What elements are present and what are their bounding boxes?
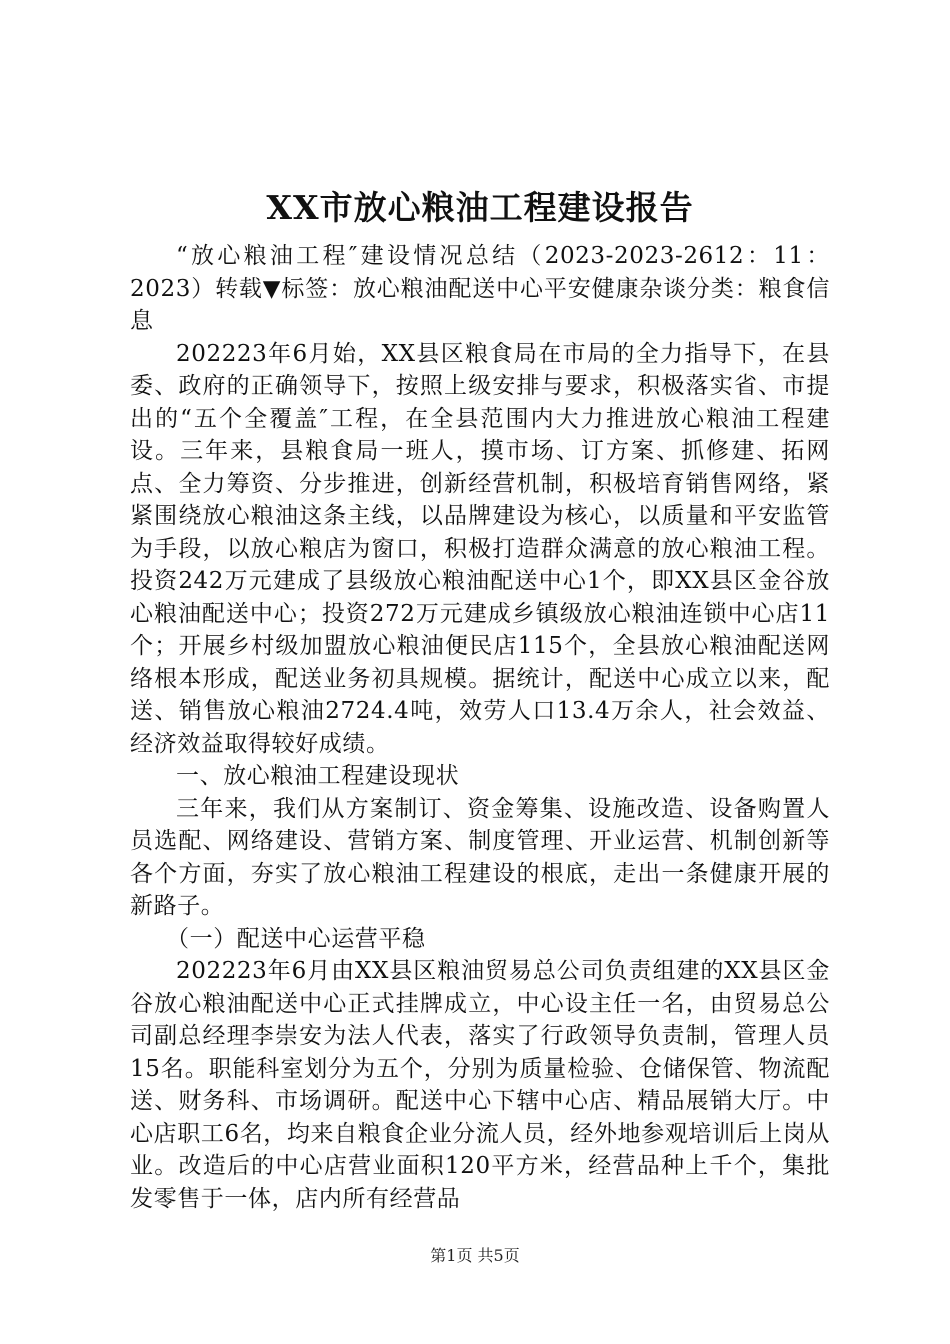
subsection-heading-1: （一）配送中心运营平稳 (166, 925, 426, 952)
document-page (130, 180, 830, 1215)
intro-paragraph: “放心粮油工程″建设情况总结（2023-2023-2612：11：2023）转载▼标签：放心粮油配送中心平安健康杂谈分类：粮食信息 (130, 243, 830, 334)
section-heading-1: 一、放心粮油工程建设现状 (176, 763, 460, 789)
page-footer: 第1页 共5页 (430, 1246, 520, 1265)
body-paragraph-2: 三年来，我们从方案制订、资金筹集、设施改造、设备购置人员选配、网络建设、营销方案、制度管理、开业运营、机制创新等各个方面，夯实了放心粮油工程建设的根底，走出一条健康开展的新路子。 (130, 795, 830, 919)
body-paragraph-1: 202223年6月始，XX县区粮食局在市局的全力指导下，在县委、政府的正确领导下，按照上级安排与要求，积极落实省、市提出的“五个全覆盖″工程，在全县范围内大力推进放心粮油工程建设。三年来，县粮食局一班人，摸市场、订方案、抓修建、拓网点、全力筹资、分步推进，创新经营机制，积极培育销售网络，紧紧围绕放心粮油这条主线，以品牌建设为核心，以质量和平安监管为手段，以放心粮店为窗口，积极打造群众满意的放心粮油工程。投资242万元建成了县级放心粮油配送中心1个，即XX县区金谷放心粮油配送中心；投资272万元建成乡镇级放心粮油连锁中心店11个；开展乡村级加盟放心粮油便民店115个，全县放心粮油配送网络根本形成，配送业务初具规模。据统计，配送中心成立以来，配送、销售放心粮油2724.4吨，效劳人口13.4万余人，社会效益、经济效益取得较好成绩。 (130, 340, 830, 757)
document-title: XX市放心粮油工程建设报告 (266, 188, 694, 227)
body-paragraph-3: 202223年6月由XX县区粮油贸易总公司负责组建的XX县区金谷放心粮油配送中心正式挂牌成立，中心设主任一名，由贸易总公司副总经理李崇安为法人代表，落实了行政领导负责制，管理人员15名。职能科室划分为五个，分别为质量检验、仓储保管、物流配送、财务科、市场调研。配送中心下辖中心店、精品展销大厅。中心店职工6名，均来自粮食企业分流人员，经外地参观培训后上岗从业。改造后的中心店营业面积120平方米，经营品种上千个，集批发零售于一体，店内所有经营品 (130, 958, 830, 1212)
